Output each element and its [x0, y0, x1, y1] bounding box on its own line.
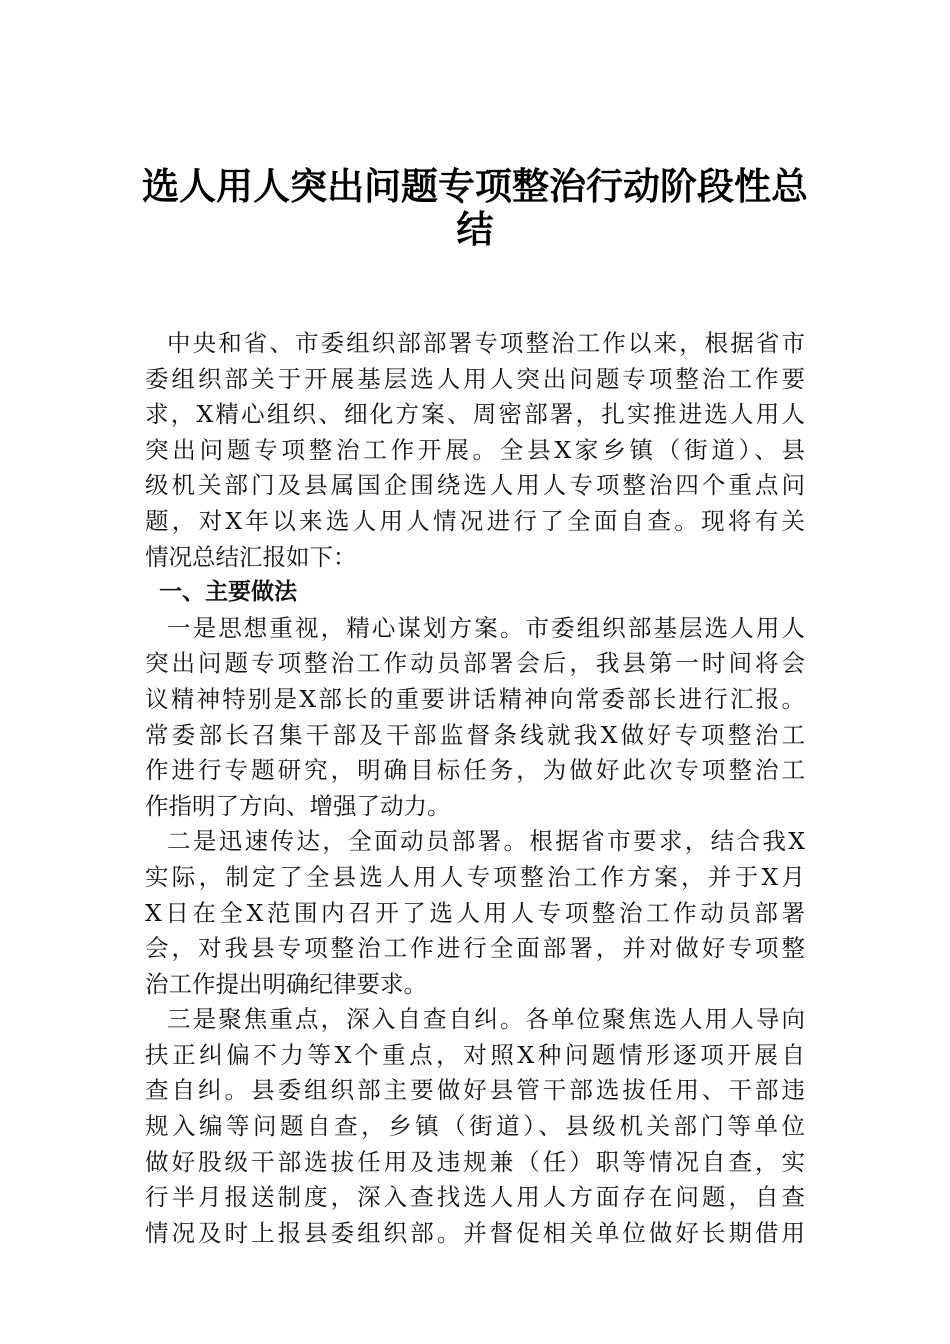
text-line: 扶正纠偏不力等X个重点，对照X种问题情形逐项开展自 — [145, 1040, 805, 1069]
text-line: X日在全X范围内召开了选人用人专项整治工作动员部署 — [145, 898, 805, 927]
text-line: 作进行专题研究，明确目标任务，为做好此次专项整治工 — [145, 756, 805, 785]
text-line: 求，X精心组织、细化方案、周密部署，扎实推进选人用人 — [145, 400, 805, 429]
text-line: 作指明了方向、增强了动力。 — [145, 791, 451, 820]
text-line: 突出问题专项整治工作动员部署会后，我县第一时间将会 — [145, 649, 805, 678]
text-line: 委组织部关于开展基层选人用人突出问题专项整治工作要 — [145, 364, 805, 393]
text-line: 情况及时上报县委组织部。并督促相关单位做好长期借用 — [145, 1218, 805, 1247]
text-line: 题，对X年以来选人用人情况进行了全面自查。现将有关 — [145, 506, 805, 535]
text-line: 查自纠。县委组织部主要做好县管干部选拔任用、干部违 — [145, 1076, 805, 1105]
paragraph-1 — [145, 611, 805, 825]
text-line: 治工作提出明确纪律要求。 — [145, 969, 427, 998]
document-title-line-2: 结 — [456, 207, 494, 251]
paragraph-3 — [145, 1002, 805, 1251]
text-line: 会，对我县专项整治工作进行全面部署，并对做好专项整 — [145, 934, 805, 963]
text-line: 一是思想重视，精心谋划方案。市委组织部基层选人用人 — [167, 613, 805, 642]
text-line: 实际，制定了全县选人用人专项整治工作方案，并于X月 — [145, 862, 805, 891]
text-line: 中央和省、市委组织部部署专项整治工作以来，根据省市 — [167, 329, 805, 357]
document-body — [145, 326, 805, 1251]
text-line: 情况总结汇报如下： — [145, 542, 357, 571]
document-title-line-1: 选人用人突出问题专项整治行动阶段性总 — [142, 164, 808, 208]
text-line: 议精神特别是X部长的重要讲话精神向常委部长进行汇报。 — [145, 684, 805, 713]
text-line: 突出问题专项整治工作开展。全县X家乡镇（街道）、县 — [145, 435, 805, 464]
paragraph-2 — [145, 824, 805, 1002]
text-line: 三是聚焦重点，深入自查自纠。各单位聚焦选人用人导向 — [167, 1005, 805, 1034]
text-line: 级机关部门及县属国企围绕选人用人专项整治四个重点问 — [145, 471, 805, 500]
section-heading: 一、主要做法 — [159, 579, 297, 606]
text-line: 规入编等问题自查，乡镇（街道）、县级机关部门等单位 — [145, 1112, 805, 1141]
text-line: 行半月报送制度，深入查找选人用人方面存在问题，自查 — [145, 1183, 805, 1212]
text-line: 常委部长召集干部及干部监督条线就我X做好专项整治工 — [145, 720, 805, 749]
text-line: 二是迅速传达，全面动员部署。根据省市要求，结合我X — [167, 827, 805, 856]
intro-paragraph — [145, 326, 805, 575]
text-line: 做好股级干部选拔任用及违规兼（任）职等情况自查，实 — [145, 1147, 805, 1176]
